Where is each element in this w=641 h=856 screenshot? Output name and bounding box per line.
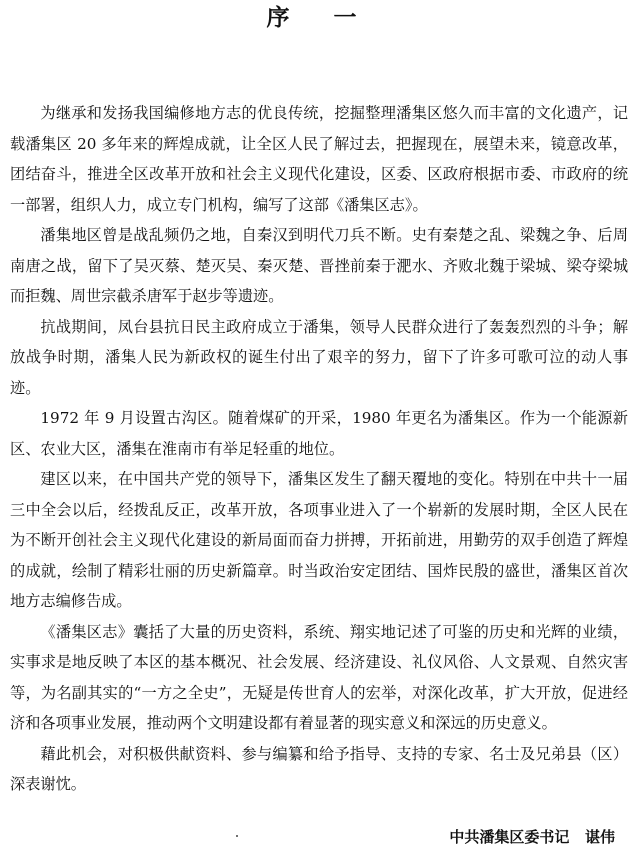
scan-speck bbox=[236, 835, 238, 837]
paragraph-4: 1972 年 9 月设置古沟区。随着煤矿的开采，1980 年更名为潘集区。作为一个能源新区、农业大区，潘集在淮南市有举足轻重的地位。 bbox=[10, 409, 628, 458]
paragraph-2: 潘集地区曾是战乱频仍之地，自秦汉到明代刀兵不断。史有秦楚之乱、梁魏之争、后周南唐之战，留下了吴灭蔡、楚灭吴、秦灭楚、晋挫前秦于淝水、齐败北魏于梁城、梁夺梁城而拒魏、周世宗截杀唐军于赵步等遗迹。 bbox=[10, 226, 628, 305]
preface-body bbox=[10, 98, 628, 800]
author-signature: 中共潘集区委书记 谌伟 bbox=[449, 828, 615, 846]
paragraph-1: 为继承和发扬我国编修地方志的优良传统，挖掘整理潘集区悠久而丰富的文化遗产，记载潘集区 20 多年来的辉煌成就，让全区人民了解过去，把握现在，展望未来，镜意改革，团结奋斗，推进全区改革开放和社会主义现代化建设，区委、区政府根据市委、市政府的统一部署，组织人力，成立专门机构，编写了这部《潘集区志》。 bbox=[10, 104, 628, 214]
paragraph-5: 建区以来，在中国共产党的领导下，潘集区发生了翻天覆地的变化。特别在中共十一届三中全会以后，经拨乱反正，改革开放，各项事业进入了一个崭新的发展时期，全区人民在为不断开创社会主义现代化建设的新局面而奋力拼搏，开拓前进，用勤劳的双手创造了辉煌的成就，绘制了精彩壮丽的历史新篇章。时当政治安定团结、国炸民殷的盛世，潘集区首次地方志编修告成。 bbox=[10, 470, 628, 610]
paragraph-7: 藉此机会，对积极供献资料、参与编纂和给予指导、支持的专家、名士及兄弟县（区）深表谢忱。 bbox=[10, 744, 628, 793]
paragraph-6: 《潘集区志》囊括了大量的历史资料，系统、翔实地记述了可鉴的历史和光辉的业绩，实事求是地反映了本区的基本概况、社会发展、经济建设、礼仪风俗、人文景观、自然灾害等，为名副其实的“一方之全史”，无疑是传世育人的宏举，对深化改革，扩大开放，促进经济和各项事业发展，推动两个文明建设都有着显著的现实意义和深远的历史意义。 bbox=[10, 622, 628, 732]
paragraph-3: 抗战期间，凤台县抗日民主政府成立于潘集，领导人民群众进行了轰轰烈烈的斗争；解放战争时期，潘集人民为新政权的诞生付出了艰辛的努力，留下了许多可歌可泣的动人事迹。 bbox=[10, 317, 628, 397]
page-title: 序 一 bbox=[266, 5, 375, 31]
